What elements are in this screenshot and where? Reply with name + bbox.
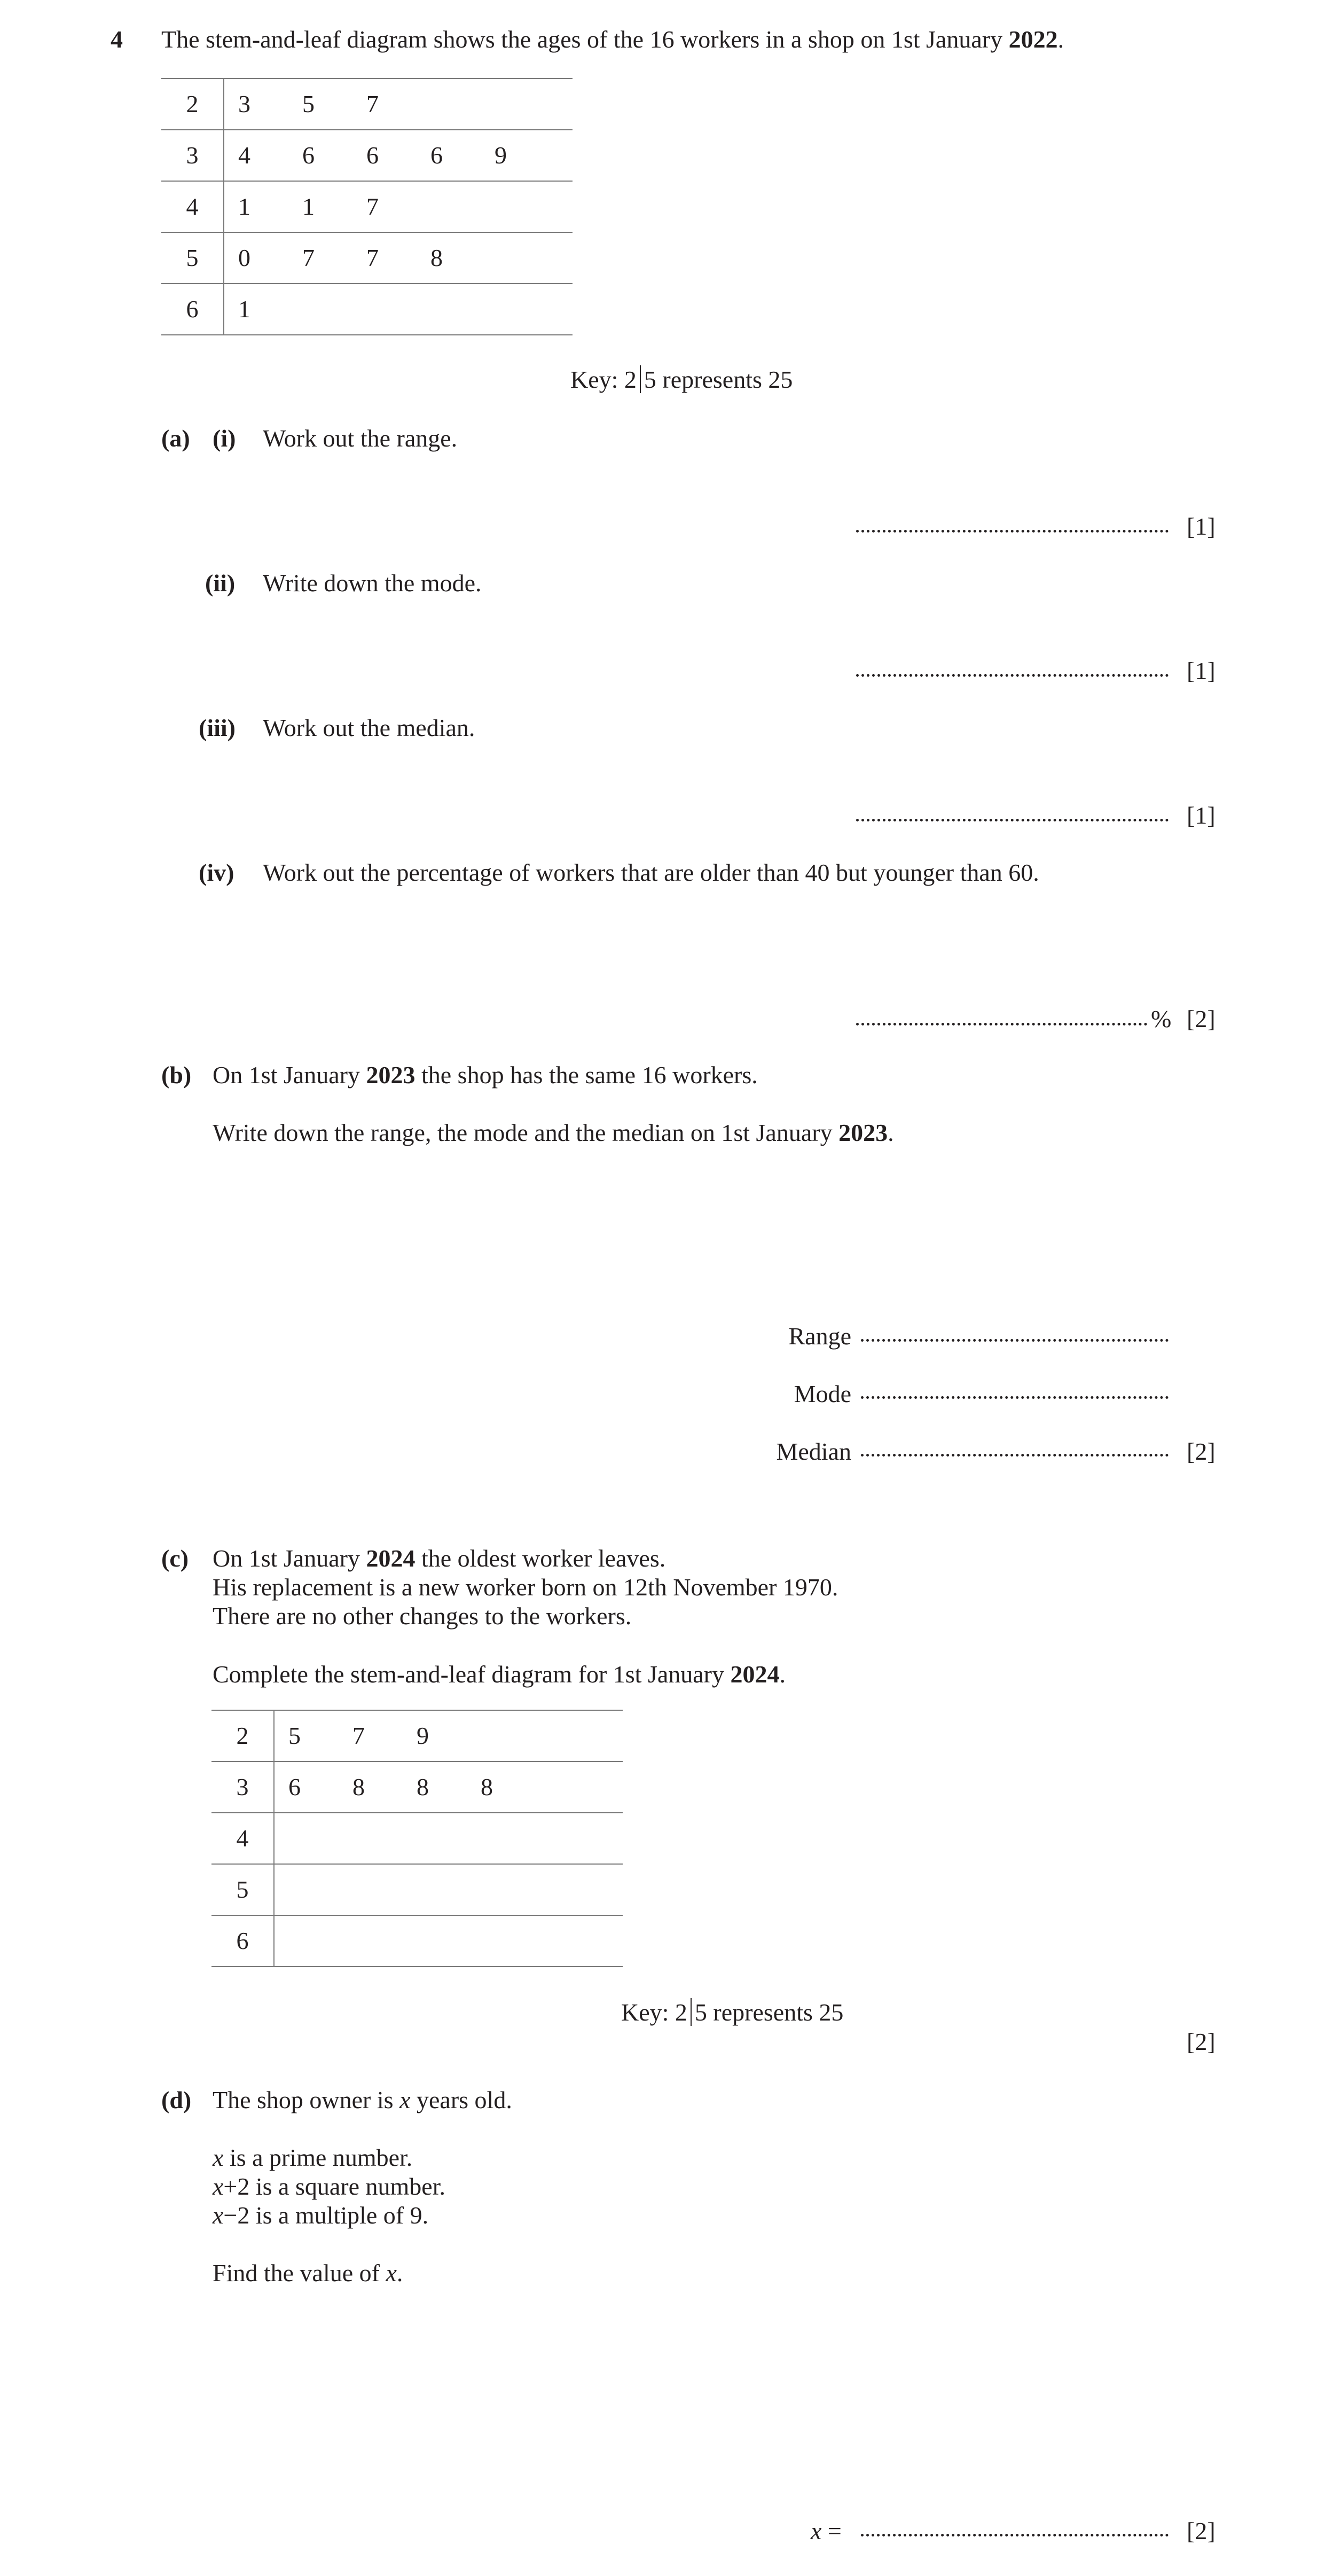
part-c-line2: His replacement is a new worker born on 12th November 1970. — [213, 1573, 838, 1601]
answer-line-a-i[interactable] — [856, 530, 1169, 533]
table-row — [161, 130, 573, 181]
marks-a-iii: [1] — [1187, 802, 1216, 829]
question-number: 4 — [111, 26, 123, 53]
table-row — [211, 1761, 623, 1813]
leaf: 8 — [481, 1773, 493, 1800]
leaves-cell — [224, 284, 573, 335]
stem-cell: 5 — [211, 1864, 274, 1915]
range-label: Range — [788, 1322, 851, 1350]
leaf: 8 — [430, 244, 443, 271]
leaf: 4 — [238, 141, 250, 169]
condition-prime: x is a prime number. — [213, 2144, 413, 2171]
leaf: 5 — [288, 1721, 301, 1749]
part-a-iv-label: (iv) — [199, 859, 234, 886]
marks-a-i: [1] — [1187, 513, 1216, 540]
leaf: 5 — [302, 90, 315, 118]
stem-cell: 2 — [161, 79, 224, 130]
leaf: 7 — [352, 1721, 365, 1749]
leaves-cell — [224, 181, 573, 232]
table-row — [161, 79, 573, 130]
part-a-i-text: Work out the range. — [263, 425, 458, 452]
mode-label: Mode — [794, 1380, 851, 1407]
part-c-line1: On 1st January 2024 the oldest worker leaves. — [213, 1545, 666, 1572]
leaves-cell — [274, 1761, 623, 1813]
part-b-line2: Write down the range, the mode and the median on 1st January 2023. — [213, 1119, 894, 1146]
leaf: 9 — [417, 1721, 429, 1749]
stem-cell: 4 — [211, 1813, 274, 1864]
part-a-iii-text: Work out the median. — [263, 714, 475, 741]
leaf: 3 — [238, 90, 250, 118]
part-d-line1: The shop owner is x years old. — [213, 2086, 512, 2113]
leaf: 0 — [238, 244, 250, 271]
leaf: 7 — [366, 192, 379, 220]
stem-cell: 4 — [161, 181, 224, 232]
marks-b: [2] — [1187, 1438, 1216, 1465]
table-row — [211, 1915, 623, 1967]
leaf: 1 — [238, 295, 250, 323]
leaves-cell — [224, 130, 573, 181]
part-c-line4: Complete the stem-and-leaf diagram for 1st January 2024. — [213, 1661, 786, 1688]
answer-x-label: x = — [811, 2517, 842, 2544]
part-a-i-label: (i) — [213, 425, 236, 452]
stem-cell: 3 — [161, 130, 224, 181]
leaf: 1 — [302, 192, 315, 220]
marks-a-iv: [2] — [1187, 1005, 1216, 1032]
leaf: 6 — [302, 141, 315, 169]
leaf: 6 — [366, 141, 379, 169]
stem-and-leaf-2022 — [161, 78, 573, 335]
part-a-iv-text: Work out the percentage of workers that are older than 40 but younger than 60. — [263, 859, 1039, 886]
table-row — [161, 232, 573, 284]
condition-square: x+2 is a square number. — [213, 2173, 446, 2200]
table-row — [211, 1864, 623, 1915]
answer-line-median[interactable] — [861, 1454, 1169, 1457]
part-a-ii-text: Write down the mode. — [263, 569, 482, 597]
leaf: 1 — [238, 192, 250, 220]
leaves-cell — [274, 1710, 623, 1761]
leaves-cell — [224, 79, 573, 130]
leaf: 7 — [366, 244, 379, 271]
answer-line-mode[interactable] — [861, 1396, 1169, 1399]
leaves-cell[interactable] — [274, 1813, 623, 1864]
stem-cell: 6 — [211, 1915, 274, 1967]
question-intro: The stem-and-leaf diagram shows the ages of the 16 workers in a shop on 1st January 2022. — [161, 26, 1064, 53]
leaf: 8 — [417, 1773, 429, 1800]
table-row — [161, 181, 573, 232]
part-a-ii-label: (ii) — [205, 569, 236, 597]
key-2024: Key: 2 5 represents 25 — [621, 1999, 844, 2026]
marks-d: [2] — [1187, 2517, 1216, 2544]
leaf: 7 — [302, 244, 315, 271]
leaves-cell[interactable] — [274, 1915, 623, 1967]
part-a-iii-label: (iii) — [199, 714, 236, 741]
table-row — [211, 1813, 623, 1864]
percent-unit: % — [1151, 1005, 1172, 1032]
part-a-label: (a) — [161, 425, 190, 452]
stem-cell: 6 — [161, 284, 224, 335]
table-row — [211, 1710, 623, 1761]
marks-a-ii: [1] — [1187, 657, 1216, 684]
answer-line-d[interactable] — [861, 2534, 1169, 2536]
answer-line-a-iii[interactable] — [856, 819, 1169, 821]
leaf: 7 — [366, 90, 379, 118]
leaf: 6 — [430, 141, 443, 169]
part-d-label: (d) — [161, 2086, 192, 2113]
stem-and-leaf-2024[interactable] — [211, 1710, 623, 1967]
marks-c: [2] — [1187, 2028, 1216, 2055]
stem-cell: 3 — [211, 1761, 274, 1813]
leaf: 9 — [495, 141, 507, 169]
part-b-line1: On 1st January 2023 the shop has the same 16 workers. — [213, 1061, 758, 1089]
median-label: Median — [776, 1438, 851, 1465]
table-row — [161, 284, 573, 335]
stem-cell: 5 — [161, 232, 224, 284]
stem-cell: 2 — [211, 1710, 274, 1761]
part-c-label: (c) — [161, 1545, 189, 1572]
part-b-label: (b) — [161, 1061, 192, 1089]
answer-line-a-ii[interactable] — [856, 674, 1169, 677]
leaf: 6 — [288, 1773, 301, 1800]
key-2022: Key: 2 5 represents 25 — [570, 366, 793, 393]
condition-multiple: x−2 is a multiple of 9. — [213, 2202, 429, 2229]
part-d-find: Find the value of x. — [213, 2259, 403, 2287]
leaves-cell[interactable] — [274, 1864, 623, 1915]
leaf: 8 — [352, 1773, 365, 1800]
part-c-line3: There are no other changes to the workers. — [213, 1602, 632, 1630]
leaves-cell — [224, 232, 573, 284]
answer-line-a-iv[interactable] — [856, 1023, 1147, 1025]
answer-line-range[interactable] — [861, 1339, 1169, 1342]
